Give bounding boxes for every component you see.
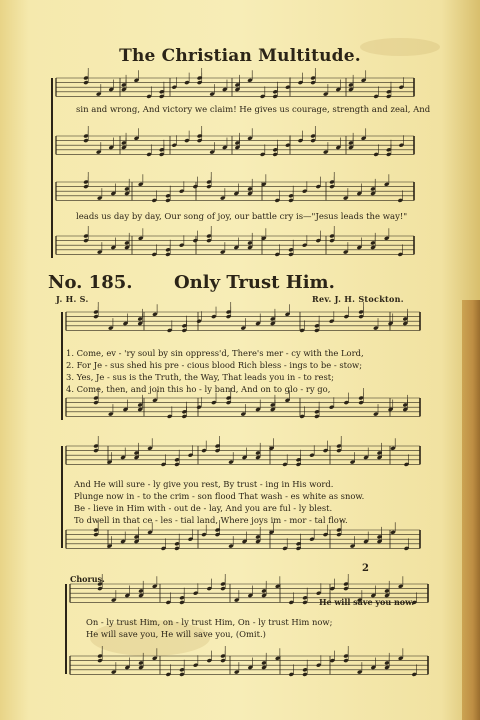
chorus-label: Chorus.	[70, 574, 105, 584]
refrain-line-3: Be - lieve in Him with - out de - lay, And you are ful - ly blest.	[74, 503, 333, 513]
verse-line-2: 2. For Je - sus shed his pre - cious blood Rich bless - ings to be - stow;	[66, 360, 363, 370]
lyric-line: sin and wrong, And victory we claim! He gives us courage, strength and zeal, And	[76, 105, 431, 115]
refrain-line-2: Plunge now in - to the crim - son flood That wash - es white as snow.	[74, 491, 365, 501]
second-ending-mark: 2	[362, 563, 370, 574]
refrain-line-4: To dwell in that ce - les - tial land, Where joys im - mor - tal flow.	[74, 515, 348, 525]
chorus-ending: He will save you now.	[318, 597, 414, 607]
composer-initials: J. H. S.	[56, 294, 89, 304]
chorus-line-1: On - ly trust Him, on - ly trust Him, On - ly trust Him now;	[86, 617, 333, 627]
verse-line-4: 4. Come, then, and join this ho - ly band, And on to glo - ry go,	[66, 384, 331, 394]
verse-line-3: 3. Yes, Je - sus is the Truth, the Way, That leads you in - to rest;	[66, 372, 334, 382]
refrain-line-1: And He will sure - ly give you rest, By trust - ing in His word.	[74, 479, 334, 489]
hymn-title-only-trust-him: Only Trust Him.	[174, 272, 335, 293]
verse-line-1: 1. Come, ev - 'ry soul by sin oppress'd, There's mer - cy with the Lord,	[66, 348, 364, 358]
lyric-line: leads us day by day, Our song of joy, our battle cry is—"Jesus leads the way!"	[76, 212, 408, 222]
chorus-line-2: He will save you, He will save you, (Omit.)	[86, 629, 266, 639]
hymn-number: No. 185.	[48, 272, 133, 293]
author-credit: Rev. J. H. Stockton.	[312, 294, 404, 304]
hymn-title-christian-multitude: The Christian Multitude.	[119, 46, 361, 66]
